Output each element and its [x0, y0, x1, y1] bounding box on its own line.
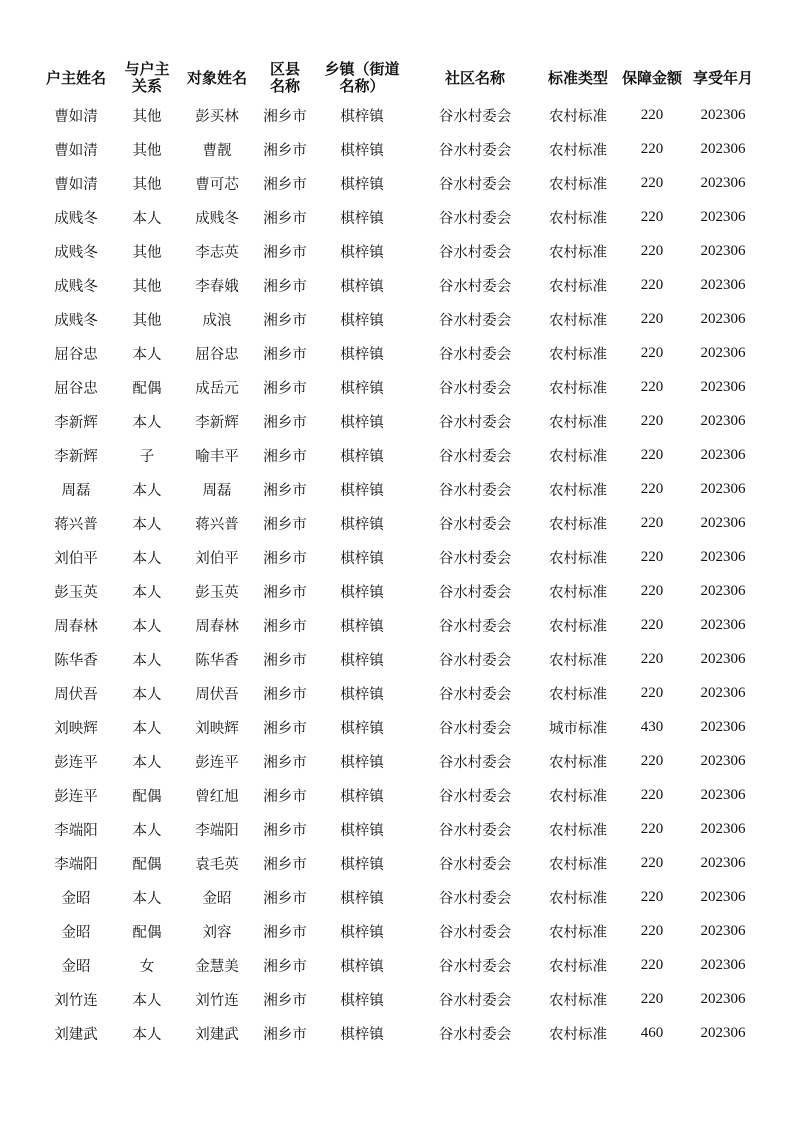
- household-head-cell: 刘建武: [54, 1026, 98, 1043]
- county-cell: 湘乡市: [263, 618, 307, 635]
- table-row: [38, 642, 756, 676]
- community-cell: 谷水村委会: [438, 856, 512, 873]
- standard-type-cell: 农村标准: [549, 312, 607, 329]
- period-cell: 202306: [700, 548, 746, 565]
- amount-cell: 220: [640, 140, 664, 157]
- community-cell: 谷水村委会: [438, 414, 512, 431]
- amount-cell: 220: [640, 412, 664, 429]
- period-cell: 202306: [700, 616, 746, 633]
- period-cell: 202306: [700, 820, 746, 837]
- relation-cell: 配偶: [132, 924, 162, 941]
- county-cell: 湘乡市: [263, 346, 307, 363]
- household-head-cell: 屈谷忠: [54, 380, 98, 397]
- recipient-name-cell: 周春林: [195, 618, 239, 635]
- standard-type-cell: 农村标准: [549, 482, 607, 499]
- recipient-name-cell: 成贱冬: [195, 210, 239, 227]
- county-cell: 湘乡市: [263, 652, 307, 669]
- table-row: [38, 846, 756, 880]
- column-header-period: 享受年月: [692, 68, 753, 87]
- period-cell: 202306: [700, 310, 746, 327]
- county-cell: 湘乡市: [263, 686, 307, 703]
- amount-cell: 220: [640, 446, 664, 463]
- relation-cell: 本人: [132, 346, 162, 363]
- standard-type-cell: 农村标准: [549, 992, 607, 1009]
- recipient-name-cell: 李新辉: [195, 414, 239, 431]
- amount-cell: 220: [640, 786, 664, 803]
- relation-cell: 本人: [132, 618, 162, 635]
- household-head-cell: 周伏吾: [54, 686, 98, 703]
- period-cell: 202306: [700, 208, 746, 225]
- roster-table: [38, 58, 756, 1050]
- community-cell: 谷水村委会: [438, 380, 512, 397]
- relation-cell: 本人: [132, 754, 162, 771]
- household-head-cell: 曹如清: [54, 176, 98, 193]
- community-cell: 谷水村委会: [438, 448, 512, 465]
- county-cell: 湘乡市: [263, 788, 307, 805]
- recipient-name-cell: 李春娥: [195, 278, 239, 295]
- community-cell: 谷水村委会: [438, 652, 512, 669]
- period-cell: 202306: [700, 752, 746, 769]
- amount-cell: 220: [640, 242, 664, 259]
- community-cell: 谷水村委会: [438, 516, 512, 533]
- recipient-name-cell: 刘建武: [195, 1026, 239, 1043]
- relation-cell: 本人: [132, 414, 162, 431]
- relation-cell: 本人: [132, 652, 162, 669]
- household-head-cell: 成贱冬: [54, 244, 98, 261]
- recipient-name-cell: 李端阳: [195, 822, 239, 839]
- standard-type-cell: 农村标准: [549, 822, 607, 839]
- recipient-name-cell: 金昭: [202, 890, 232, 907]
- amount-cell: 460: [640, 1024, 664, 1041]
- community-cell: 谷水村委会: [438, 720, 512, 737]
- amount-cell: 430: [640, 718, 664, 735]
- recipient-name-cell: 蒋兴普: [195, 516, 239, 533]
- amount-cell: 220: [640, 990, 664, 1007]
- community-cell: 谷水村委会: [438, 550, 512, 567]
- standard-type-cell: 农村标准: [549, 958, 607, 975]
- county-cell: 湘乡市: [263, 108, 307, 125]
- period-cell: 202306: [700, 344, 746, 361]
- relation-cell: 其他: [132, 244, 162, 261]
- county-cell: 湘乡市: [263, 890, 307, 907]
- county-cell: 湘乡市: [263, 992, 307, 1009]
- township-cell: 棋梓镇: [340, 754, 384, 771]
- table-row: [38, 200, 756, 234]
- township-cell: 棋梓镇: [340, 652, 384, 669]
- household-head-cell: 成贱冬: [54, 312, 98, 329]
- relation-cell: 其他: [132, 278, 162, 295]
- period-cell: 202306: [700, 514, 746, 531]
- county-cell: 湘乡市: [263, 176, 307, 193]
- county-cell: 湘乡市: [263, 822, 307, 839]
- township-cell: 棋梓镇: [340, 278, 384, 295]
- relation-cell: 本人: [132, 890, 162, 907]
- standard-type-cell: 农村标准: [549, 924, 607, 941]
- community-cell: 谷水村委会: [438, 890, 512, 907]
- county-cell: 湘乡市: [263, 516, 307, 533]
- township-cell: 棋梓镇: [340, 312, 384, 329]
- community-cell: 谷水村委会: [438, 788, 512, 805]
- standard-type-cell: 农村标准: [549, 142, 607, 159]
- relation-cell: 其他: [132, 312, 162, 329]
- township-cell: 棋梓镇: [340, 346, 384, 363]
- community-cell: 谷水村委会: [438, 584, 512, 601]
- period-cell: 202306: [700, 242, 746, 259]
- column-header-household-head: 户主姓名: [45, 68, 106, 87]
- community-cell: 谷水村委会: [438, 1026, 512, 1043]
- amount-cell: 220: [640, 752, 664, 769]
- amount-cell: 220: [640, 276, 664, 293]
- amount-cell: 220: [640, 514, 664, 531]
- county-cell: 湘乡市: [263, 720, 307, 737]
- county-cell: 湘乡市: [263, 142, 307, 159]
- period-cell: 202306: [700, 1024, 746, 1041]
- recipient-name-cell: 曹靓: [202, 142, 232, 159]
- standard-type-cell: 农村标准: [549, 516, 607, 533]
- relation-cell: 配偶: [132, 856, 162, 873]
- period-cell: 202306: [700, 888, 746, 905]
- relation-cell: 本人: [132, 584, 162, 601]
- standard-type-cell: 农村标准: [549, 618, 607, 635]
- period-cell: 202306: [700, 990, 746, 1007]
- table-row: [38, 234, 756, 268]
- county-cell: 湘乡市: [263, 380, 307, 397]
- household-head-cell: 彭连平: [54, 788, 98, 805]
- table-row: [38, 166, 756, 200]
- household-head-cell: 彭玉英: [54, 584, 98, 601]
- table-row: [38, 506, 756, 540]
- household-head-cell: 周春林: [54, 618, 98, 635]
- recipient-name-cell: 周伏吾: [195, 686, 239, 703]
- amount-cell: 220: [640, 684, 664, 701]
- relation-cell: 其他: [132, 176, 162, 193]
- relation-cell: 本人: [132, 482, 162, 499]
- column-header-amount: 保障金额: [621, 68, 682, 87]
- period-cell: 202306: [700, 786, 746, 803]
- township-cell: 棋梓镇: [340, 380, 384, 397]
- standard-type-cell: 农村标准: [549, 380, 607, 397]
- amount-cell: 220: [640, 174, 664, 191]
- county-cell: 湘乡市: [263, 958, 307, 975]
- county-cell: 湘乡市: [263, 754, 307, 771]
- standard-type-cell: 农村标准: [549, 686, 607, 703]
- relation-cell: 本人: [132, 516, 162, 533]
- community-cell: 谷水村委会: [438, 108, 512, 125]
- amount-cell: 220: [640, 650, 664, 667]
- table-row: [38, 982, 756, 1016]
- township-cell: 棋梓镇: [340, 210, 384, 227]
- recipient-name-cell: 刘伯平: [195, 550, 239, 567]
- county-cell: 湘乡市: [263, 482, 307, 499]
- column-header-community: 社区名称: [444, 68, 505, 87]
- standard-type-cell: 农村标准: [549, 176, 607, 193]
- community-cell: 谷水村委会: [438, 618, 512, 635]
- community-cell: 谷水村委会: [438, 346, 512, 363]
- community-cell: 谷水村委会: [438, 924, 512, 941]
- period-cell: 202306: [700, 446, 746, 463]
- township-cell: 棋梓镇: [340, 618, 384, 635]
- recipient-name-cell: 刘映辉: [195, 720, 239, 737]
- recipient-name-cell: 周磊: [202, 482, 232, 499]
- amount-cell: 220: [640, 820, 664, 837]
- amount-cell: 220: [640, 310, 664, 327]
- table-header: [38, 58, 756, 98]
- relation-cell: 子: [139, 448, 155, 465]
- household-head-cell: 李新辉: [54, 414, 98, 431]
- period-cell: 202306: [700, 106, 746, 123]
- amount-cell: 220: [640, 208, 664, 225]
- period-cell: 202306: [700, 412, 746, 429]
- table-row: [38, 132, 756, 166]
- township-cell: 棋梓镇: [340, 142, 384, 159]
- community-cell: 谷水村委会: [438, 482, 512, 499]
- household-head-cell: 刘竹连: [54, 992, 98, 1009]
- table-row: [38, 438, 756, 472]
- table-row: [38, 336, 756, 370]
- township-cell: 棋梓镇: [340, 890, 384, 907]
- period-cell: 202306: [700, 854, 746, 871]
- standard-type-cell: 农村标准: [549, 108, 607, 125]
- relation-cell: 本人: [132, 1026, 162, 1043]
- column-header-recipient-name: 对象姓名: [186, 68, 247, 87]
- county-cell: 湘乡市: [263, 550, 307, 567]
- period-cell: 202306: [700, 140, 746, 157]
- township-cell: 棋梓镇: [340, 516, 384, 533]
- amount-cell: 220: [640, 922, 664, 939]
- period-cell: 202306: [700, 718, 746, 735]
- township-cell: 棋梓镇: [340, 720, 384, 737]
- recipient-name-cell: 陈华香: [195, 652, 239, 669]
- column-header-township: 乡镇（街道 名称）: [324, 60, 400, 95]
- township-cell: 棋梓镇: [340, 992, 384, 1009]
- period-cell: 202306: [700, 922, 746, 939]
- household-head-cell: 刘映辉: [54, 720, 98, 737]
- household-head-cell: 成贱冬: [54, 210, 98, 227]
- recipient-name-cell: 喻丰平: [195, 448, 239, 465]
- recipient-name-cell: 成岳元: [195, 380, 239, 397]
- household-head-cell: 蒋兴普: [54, 516, 98, 533]
- recipient-name-cell: 屈谷忠: [195, 346, 239, 363]
- community-cell: 谷水村委会: [438, 210, 512, 227]
- table-row: [38, 540, 756, 574]
- standard-type-cell: 农村标准: [549, 448, 607, 465]
- household-head-cell: 金昭: [61, 958, 91, 975]
- period-cell: 202306: [700, 174, 746, 191]
- table-row: [38, 574, 756, 608]
- table-row: [38, 608, 756, 642]
- recipient-name-cell: 彭连平: [195, 754, 239, 771]
- community-cell: 谷水村委会: [438, 312, 512, 329]
- period-cell: 202306: [700, 650, 746, 667]
- amount-cell: 220: [640, 854, 664, 871]
- amount-cell: 220: [640, 616, 664, 633]
- community-cell: 谷水村委会: [438, 176, 512, 193]
- standard-type-cell: 农村标准: [549, 414, 607, 431]
- county-cell: 湘乡市: [263, 1026, 307, 1043]
- period-cell: 202306: [700, 378, 746, 395]
- community-cell: 谷水村委会: [438, 992, 512, 1009]
- table-row: [38, 676, 756, 710]
- county-cell: 湘乡市: [263, 924, 307, 941]
- standard-type-cell: 农村标准: [549, 550, 607, 567]
- period-cell: 202306: [700, 582, 746, 599]
- table-row: [38, 268, 756, 302]
- township-cell: 棋梓镇: [340, 822, 384, 839]
- township-cell: 棋梓镇: [340, 176, 384, 193]
- standard-type-cell: 农村标准: [549, 244, 607, 261]
- recipient-name-cell: 李志英: [195, 244, 239, 261]
- community-cell: 谷水村委会: [438, 244, 512, 261]
- township-cell: 棋梓镇: [340, 414, 384, 431]
- relation-cell: 本人: [132, 686, 162, 703]
- standard-type-cell: 农村标准: [549, 652, 607, 669]
- township-cell: 棋梓镇: [340, 686, 384, 703]
- standard-type-cell: 农村标准: [549, 346, 607, 363]
- amount-cell: 220: [640, 888, 664, 905]
- table-row: [38, 1016, 756, 1050]
- household-head-cell: 屈谷忠: [54, 346, 98, 363]
- relation-cell: 本人: [132, 210, 162, 227]
- household-head-cell: 李端阳: [54, 856, 98, 873]
- recipient-name-cell: 金慧美: [195, 958, 239, 975]
- period-cell: 202306: [700, 480, 746, 497]
- standard-type-cell: 农村标准: [549, 1026, 607, 1043]
- column-header-standard-type: 标准类型: [547, 68, 608, 87]
- table-row: [38, 98, 756, 132]
- township-cell: 棋梓镇: [340, 550, 384, 567]
- township-cell: 棋梓镇: [340, 448, 384, 465]
- county-cell: 湘乡市: [263, 278, 307, 295]
- household-head-cell: 金昭: [61, 924, 91, 941]
- relation-cell: 女: [139, 958, 155, 975]
- relation-cell: 其他: [132, 142, 162, 159]
- community-cell: 谷水村委会: [438, 754, 512, 771]
- county-cell: 湘乡市: [263, 448, 307, 465]
- community-cell: 谷水村委会: [438, 142, 512, 159]
- header-row: [38, 58, 756, 98]
- table-row: [38, 914, 756, 948]
- relation-cell: 本人: [132, 550, 162, 567]
- table-row: [38, 778, 756, 812]
- township-cell: 棋梓镇: [340, 1026, 384, 1043]
- benefit-roster: [38, 58, 756, 1050]
- relation-cell: 其他: [132, 108, 162, 125]
- amount-cell: 220: [640, 106, 664, 123]
- column-header-relation: 与户主 关系: [124, 60, 170, 95]
- community-cell: 谷水村委会: [438, 958, 512, 975]
- township-cell: 棋梓镇: [340, 788, 384, 805]
- community-cell: 谷水村委会: [438, 822, 512, 839]
- relation-cell: 本人: [132, 992, 162, 1009]
- household-head-cell: 金昭: [61, 890, 91, 907]
- amount-cell: 220: [640, 480, 664, 497]
- recipient-name-cell: 彭买林: [195, 108, 239, 125]
- period-cell: 202306: [700, 956, 746, 973]
- table-body: [38, 98, 756, 1050]
- township-cell: 棋梓镇: [340, 244, 384, 261]
- relation-cell: 本人: [132, 822, 162, 839]
- household-head-cell: 刘伯平: [54, 550, 98, 567]
- relation-cell: 配偶: [132, 788, 162, 805]
- recipient-name-cell: 彭玉英: [195, 584, 239, 601]
- township-cell: 棋梓镇: [340, 958, 384, 975]
- recipient-name-cell: 袁毛英: [195, 856, 239, 873]
- county-cell: 湘乡市: [263, 856, 307, 873]
- household-head-cell: 李新辉: [54, 448, 98, 465]
- standard-type-cell: 城市标准: [549, 720, 607, 737]
- household-head-cell: 李端阳: [54, 822, 98, 839]
- period-cell: 202306: [700, 276, 746, 293]
- table-row: [38, 710, 756, 744]
- amount-cell: 220: [640, 378, 664, 395]
- township-cell: 棋梓镇: [340, 924, 384, 941]
- household-head-cell: 彭连平: [54, 754, 98, 771]
- recipient-name-cell: 刘容: [202, 924, 232, 941]
- amount-cell: 220: [640, 582, 664, 599]
- township-cell: 棋梓镇: [340, 108, 384, 125]
- table-row: [38, 744, 756, 778]
- county-cell: 湘乡市: [263, 584, 307, 601]
- township-cell: 棋梓镇: [340, 856, 384, 873]
- household-head-cell: 周磊: [61, 482, 91, 499]
- standard-type-cell: 农村标准: [549, 278, 607, 295]
- county-cell: 湘乡市: [263, 312, 307, 329]
- household-head-cell: 曹如清: [54, 142, 98, 159]
- township-cell: 棋梓镇: [340, 482, 384, 499]
- table-row: [38, 880, 756, 914]
- household-head-cell: 成贱冬: [54, 278, 98, 295]
- community-cell: 谷水村委会: [438, 278, 512, 295]
- amount-cell: 220: [640, 956, 664, 973]
- table-row: [38, 472, 756, 506]
- standard-type-cell: 农村标准: [549, 210, 607, 227]
- county-cell: 湘乡市: [263, 244, 307, 261]
- standard-type-cell: 农村标准: [549, 890, 607, 907]
- relation-cell: 配偶: [132, 380, 162, 397]
- amount-cell: 220: [640, 548, 664, 565]
- recipient-name-cell: 曾红旭: [195, 788, 239, 805]
- table-row: [38, 404, 756, 438]
- standard-type-cell: 农村标准: [549, 754, 607, 771]
- column-header-county: 区县 名称: [269, 60, 300, 95]
- recipient-name-cell: 成浪: [202, 312, 232, 329]
- table-row: [38, 302, 756, 336]
- county-cell: 湘乡市: [263, 210, 307, 227]
- recipient-name-cell: 刘竹连: [195, 992, 239, 1009]
- table-row: [38, 948, 756, 982]
- period-cell: 202306: [700, 684, 746, 701]
- standard-type-cell: 农村标准: [549, 584, 607, 601]
- standard-type-cell: 农村标准: [549, 856, 607, 873]
- household-head-cell: 陈华香: [54, 652, 98, 669]
- table-row: [38, 370, 756, 404]
- township-cell: 棋梓镇: [340, 584, 384, 601]
- table-row: [38, 812, 756, 846]
- household-head-cell: 曹如清: [54, 108, 98, 125]
- community-cell: 谷水村委会: [438, 686, 512, 703]
- relation-cell: 本人: [132, 720, 162, 737]
- county-cell: 湘乡市: [263, 414, 307, 431]
- standard-type-cell: 农村标准: [549, 788, 607, 805]
- recipient-name-cell: 曹可芯: [195, 176, 239, 193]
- amount-cell: 220: [640, 344, 664, 361]
